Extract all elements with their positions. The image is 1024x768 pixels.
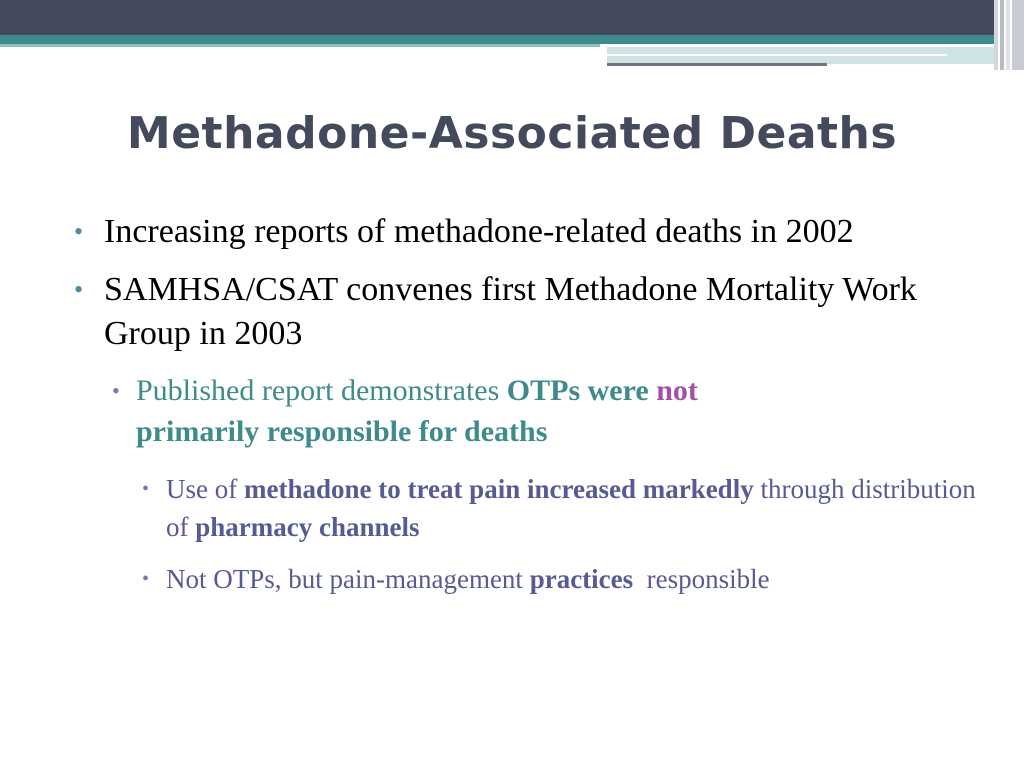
sub-sub-bullet-bold: methadone to treat pain increased markedly	[243, 474, 754, 504]
bullet-text: Increasing reports of methadone-related deaths in 2002	[104, 213, 854, 250]
sub-sub-bullet-bold: practices	[529, 564, 634, 594]
sub-sub-bullet-item	[70, 470, 990, 546]
sub-bullet-bold: primarily responsible for deaths	[136, 415, 548, 448]
bullet-dot-icon: •	[142, 568, 150, 590]
bullet-dot-icon: •	[74, 217, 84, 246]
bullet-dot-icon: •	[142, 478, 150, 500]
header-white-line	[607, 54, 947, 56]
sub-sub-bullet-text: Use of	[166, 474, 244, 504]
bullet-dot-icon: •	[74, 275, 84, 304]
sub-sub-bullet-item	[70, 560, 990, 598]
bullet-item	[70, 268, 990, 356]
sub-bullet-bold: OTPs were	[506, 374, 657, 407]
sub-bullet-bold-emphasis: not	[656, 374, 698, 407]
slide-title: Methadone-Associated Deaths	[126, 108, 898, 159]
header-edge-stripes	[994, 0, 1024, 70]
bullet-text: SAMHSA/CSAT convenes first Methadone Mortality Work Group in 2003	[104, 271, 917, 352]
sub-bullet-item	[70, 370, 990, 452]
sub-sub-bullet-bold: pharmacy channels	[195, 512, 420, 542]
header-dark-bar	[0, 0, 1000, 35]
header-teal-thin-bar	[0, 44, 600, 47]
sub-sub-bullet-text: responsible	[633, 564, 770, 594]
sub-sub-bullet-text: through distribution of	[166, 474, 976, 542]
header-teal-bar	[0, 35, 1000, 44]
bullet-list	[70, 210, 990, 612]
bullet-dot-icon: •	[112, 378, 120, 403]
header-dark-line	[607, 63, 827, 66]
sub-bullet-text: Published report demonstrates	[136, 374, 507, 407]
bullet-item	[70, 210, 990, 254]
sub-sub-bullet-text: Not OTPs, but pain-management	[166, 564, 530, 594]
